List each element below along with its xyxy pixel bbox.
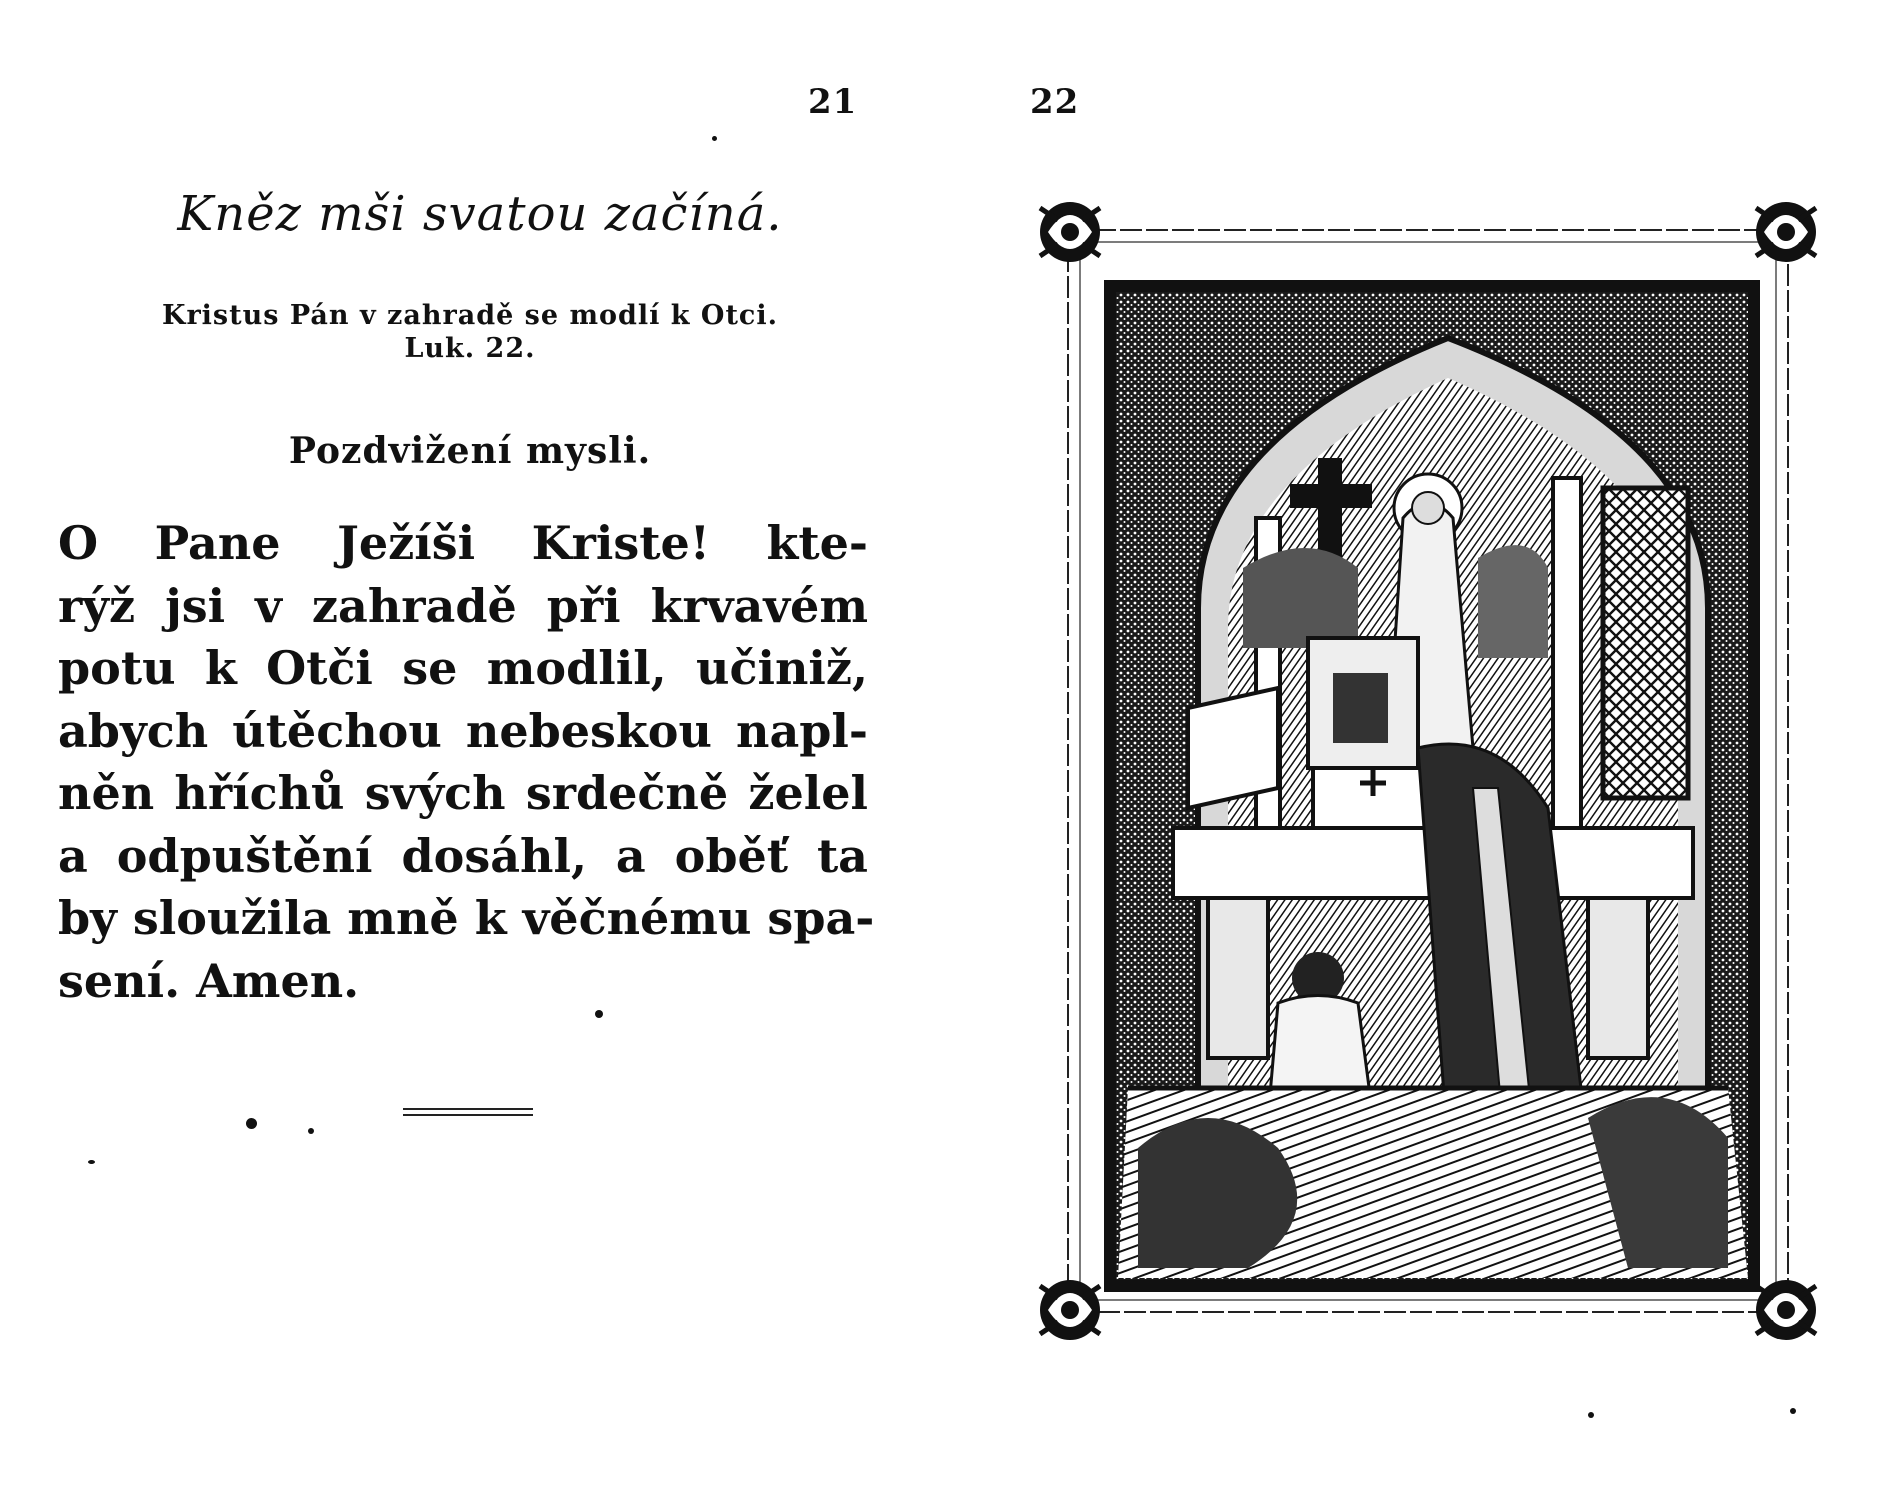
- page-number-right: 22: [1030, 82, 1080, 122]
- prayer-line: sení. Amen.: [58, 953, 360, 1008]
- page-number-left: 21: [808, 82, 858, 122]
- corner-ornament-top-right: [1756, 202, 1816, 262]
- engraving-scene: [1104, 280, 1760, 1292]
- corner-ornament-top-left: [1040, 202, 1100, 262]
- illustration-plate: [1028, 188, 1828, 1353]
- prayer-text: [58, 512, 875, 1012]
- print-speck: [308, 1128, 314, 1134]
- corner-ornament-bottom-left: [1040, 1280, 1100, 1340]
- print-speck: [712, 136, 717, 141]
- print-speck: [1790, 1408, 1796, 1414]
- prayer-heading: Pozdvižení mysli.: [288, 430, 652, 472]
- print-speck: [595, 1010, 603, 1018]
- subtitle-line-2: Luk. 22.: [404, 332, 536, 364]
- closing-rule: [403, 1108, 533, 1116]
- subtitle-line-1: Kristus Pán v zahradě se modlí k Otci.: [161, 300, 779, 331]
- prayer-line: potu k Otči se modlil, učiniž,: [58, 641, 868, 695]
- print-speck: [1588, 1412, 1594, 1418]
- prayer-line: rýž jsi v zahradě při krvavém: [58, 578, 868, 633]
- prayer-line: O Pane Ježíši Kriste! kte-: [58, 516, 868, 570]
- scripture-reference: [120, 300, 820, 366]
- prayer-line: by sloužila mně k věčnému spa-: [58, 891, 875, 945]
- prayer-line: a odpuštění dosáhl, a oběť ta: [58, 828, 868, 883]
- corner-ornament-bottom-right: [1756, 1280, 1816, 1340]
- print-speck: [246, 1118, 257, 1129]
- engraving-illustration: [1028, 188, 1828, 1353]
- print-speck: [88, 1160, 95, 1164]
- prayer-line: něn hříchů svých srdečně želel: [58, 766, 868, 820]
- prayer-line: abych útěchou nebeskou napl-: [58, 703, 868, 758]
- section-title: Kněz mši svatou začíná.: [177, 186, 783, 242]
